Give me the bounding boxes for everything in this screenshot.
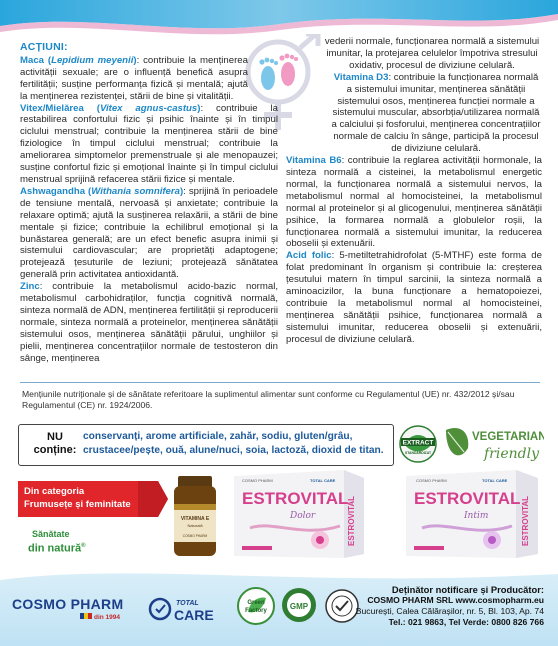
product-sub: Naturală [187, 523, 203, 528]
ingredient-ashwagandha: Ashwagandha (Withania somnifera): sprijină în perioadele de tensiune mentală, nervoasă și anxietate; contribuie la relaxare optimă; ajută la susținerea relaxării, a stării de bine mentale și fizice; contribuie la echilibrul emoțional și la bunăstarea generală; are un efect benefic asupra inimii și sistemului cardiovascular; are proprietăți adaptogene; protejează țesuturile de leziuni; protejează sănătatea generală prin activitatea antioxidantă. [20, 185, 278, 281]
friendly-text: friendly [484, 446, 540, 462]
extract-standardizat-badge [398, 424, 438, 464]
gmp-text: GMP [289, 602, 309, 611]
ingredient-name: Vitamina D3 [333, 71, 389, 83]
ingredient-vitamin-d3 [286, 72, 542, 155]
ingredient-folic-acid [286, 250, 542, 345]
holder-title: Deținător notificare și Producător: [391, 584, 544, 595]
vegetarian-text: VEGETARIAN [472, 431, 544, 443]
product-brand: COSMO PHARM [182, 534, 208, 538]
ingredient-latin: Vitex agnus-castus [99, 102, 198, 114]
gmp-badge [280, 586, 318, 624]
box-brand: COSMO PHARM [416, 478, 447, 483]
category-text [24, 485, 131, 511]
natural-health-tagline [28, 528, 86, 555]
green-text: Green [247, 600, 265, 606]
ingredient-name: Zinc [20, 281, 40, 293]
section-divider [20, 382, 540, 383]
ingredient-text: : contribuie la reglarea activității hormonale, la sinteza normală a cisteinei, la metabolismul energetic normal, la funcționarea normală a sistemului nervos, la metabolismul normal al homocisteinei, la metabolismul normal al proteinelor și al glicogenului, menținerea sănătății psihice, la formarea normală a globulelor roșii, la funcționarea normală a sistemului imunitar, la reducerea oboselii și extenuării. [286, 155, 542, 250]
since-label: din 1994 [94, 614, 121, 621]
green-factory-badge [236, 586, 276, 626]
extract-text: EXTRACT [402, 439, 434, 447]
natural-line2: din natură® [28, 542, 86, 555]
romania-flag-icon [80, 613, 92, 619]
actions-right-column [286, 36, 542, 346]
cosmo-pharm-logo: COSMO PHARM [12, 596, 124, 612]
care-text: CARE [174, 607, 214, 623]
ingredient-name: Maca [20, 54, 44, 66]
free-from-box [18, 424, 394, 466]
ingredient-latin: Lepidium meyenii [51, 54, 134, 66]
holder-address: București, Calea Călărașilor, nr. 5, Bl. 103, Ap. 74 [355, 606, 544, 616]
ingredient-latin: Withania somnifera [91, 185, 180, 197]
category-line1: Din categoria [24, 486, 85, 497]
actions-left-column [20, 42, 278, 364]
ingredient-vitex: Vitex/Mielărea (Vitex agnus-castus): contribuie la restabilirea confortului fizic și psihic înainte și în timpul ciclului menstrual; contribuie la menținerea stării de bine fiziologice în timpul ciclului menstrual; contribuie la ameliorarea simptomelor premenstruale și ale menopauzei; susține confortul fizic și emoțional înainte și în timpul ciclului menstrual sprijină refacerea stării fizice și mentale. [20, 102, 278, 185]
ingredient-text: : contribuie la restabilirea confortului fizic și psihic înainte și în timpul ciclului menstrual; contribuie la menținerea stării de bine fiziologice în timpul ciclului menstrual; contribuie la ameliorarea simptomelor premenstruale și ale menopauzei; susține confortul fizic și emoțional înainte și în timpul ciclului menstrual sprijină refacerea stării fizice și mentale. [20, 102, 278, 185]
svg-text:ESTROVITAL: ESTROVITAL [521, 495, 530, 546]
actions-heading: ACȚIUNI: [20, 41, 68, 53]
total-text: TOTAL [176, 600, 199, 607]
vegetarian-friendly-badge [440, 422, 544, 470]
free-from-text: conservanți, arome artificiale, zahăr, sodiu, gluten/grâu, crustacee/pește, ouă, alune/nuci, soia, lactoză, dioxid de titan. [83, 431, 384, 456]
ingredient-name: Vitamina B6 [286, 155, 342, 167]
category-line2: Frumusețe și feminitate [24, 499, 131, 510]
ingredient-maca: Maca (Lepidium meyenii): contribuie la menținerea activității sexuale; are o influență benefică asupra fertilității; susține performanța fizică și mentală; ajută la menținerea rezistenței, stării de bine și vitalității. [20, 54, 248, 102]
holder-phone: Tel.: 021 9863, Tel Verde: 0800 826 766 [388, 617, 544, 627]
natural-line1: Sănătate [32, 529, 70, 539]
ingredient-zinc [20, 281, 278, 364]
product-name: VITAMINA E [180, 516, 210, 522]
ingredient-text: : contribuie la metabolismul acido-bazic normal, metabolismul carbohidraților, funcția cognitivă normală, sinteza normală de ADN, menținerea fertilității și reproducerii normale, sinteza normală a proteinelor, menținerea sănătății sistemului osos, menținerea sănătății părului, unghiilor și pielii, menținerea concentrațiilor normale de testosteron din sânge, menținerea [20, 281, 278, 364]
box-product-name: ESTROVITAL [242, 489, 349, 508]
product-vitamina-e [164, 474, 226, 560]
ingredient-text: : 5-metiltetrahidrofolat (5-MTHF) este forma de folat predominant în organism și contribuie la: creșterea țesutului matern în timpul sarcinii, la sinteza normală a aminoacizilor, la buna funcționare a hematopoiezei, contribuie la metabolismul normal al homocisteinei, menținerea sănătății psihice, funcționarea normală a sistemului imunitar, reducerea oboselii și extenuării, procesul de diviziune celulară. [286, 250, 542, 345]
svg-text:ESTROVITAL: ESTROVITAL [347, 495, 356, 546]
product-estrovital-intim [404, 468, 542, 560]
ingredient-name: Acid folic [286, 250, 332, 262]
zinc-continuation: vederii normale, funcționarea normală a sistemului imunitar, la protejarea celulelor împotriva stresului oxidativ, procesul de diviziune celulară. [324, 36, 540, 71]
box-product-name: ESTROVITAL [414, 489, 521, 508]
ingredient-text: : sprijină în perioadele de tensiune mentală, nervoasă și anxietate; contribuie la relaxare optimă; ajută la susținerea relaxării, a stării de bine mentale și fizice; contribuie la echilibrul emoțional și la bunăstarea generală; are un efect benefic asupra inimii și sistemului cardiovascular; are proprietăți adaptogene; protejează țesuturile de leziuni; protejează sănătatea generală prin activitatea antioxidantă. [20, 185, 278, 281]
box-total: TOTAL CARE [482, 478, 508, 483]
free-from-label: NU conține: [33, 431, 77, 456]
ingredient-name: Ashwagandha [20, 185, 86, 197]
ingredient-name: Vitex/Mielărea [20, 102, 84, 114]
box-brand: COSMO PHARM [242, 478, 273, 483]
extract-sub-text: STANDARDIZAT [404, 451, 432, 455]
ingredient-text: : contribuie la funcționarea normală a sistemului imunitar, menținerea sănătății sistemului osos, menținerea funcției normale a sistemului muscular, absorbția/utilizarea normală a calciului și fosforului, menținerea concentrațiilor normale de calciu în sânge, participă la procesul de diviziune celulară. [331, 71, 541, 155]
ingredient-vitamin-b6 [286, 155, 542, 250]
box-variant: Intim [464, 511, 489, 521]
factory-text: Factory [245, 608, 267, 614]
holder-company: COSMO PHARM SRL www.cosmopharm.eu [367, 595, 544, 605]
product-estrovital-dolor [232, 468, 366, 560]
box-variant: Dolor [290, 511, 316, 521]
producer-info [354, 584, 544, 628]
total-care-logo [148, 594, 228, 624]
ingredient-text: : contribuie la menținerea activității sexuale; are o influență benefică asupra fertilității; susține performanța fizică și mentală; ajută la menținerea rezistenței, stării de bine și vitalității. [20, 54, 248, 102]
regulation-notice: Mențiunile nutriționale și de sănătate referitoare la suplimentul alimentar sunt conforme cu Regulamentul (UE) nr. 432/2012 și/sau Regulamentul (CE) nr. 1924/2006. [22, 389, 515, 410]
box-total: TOTAL CARE [310, 478, 336, 483]
